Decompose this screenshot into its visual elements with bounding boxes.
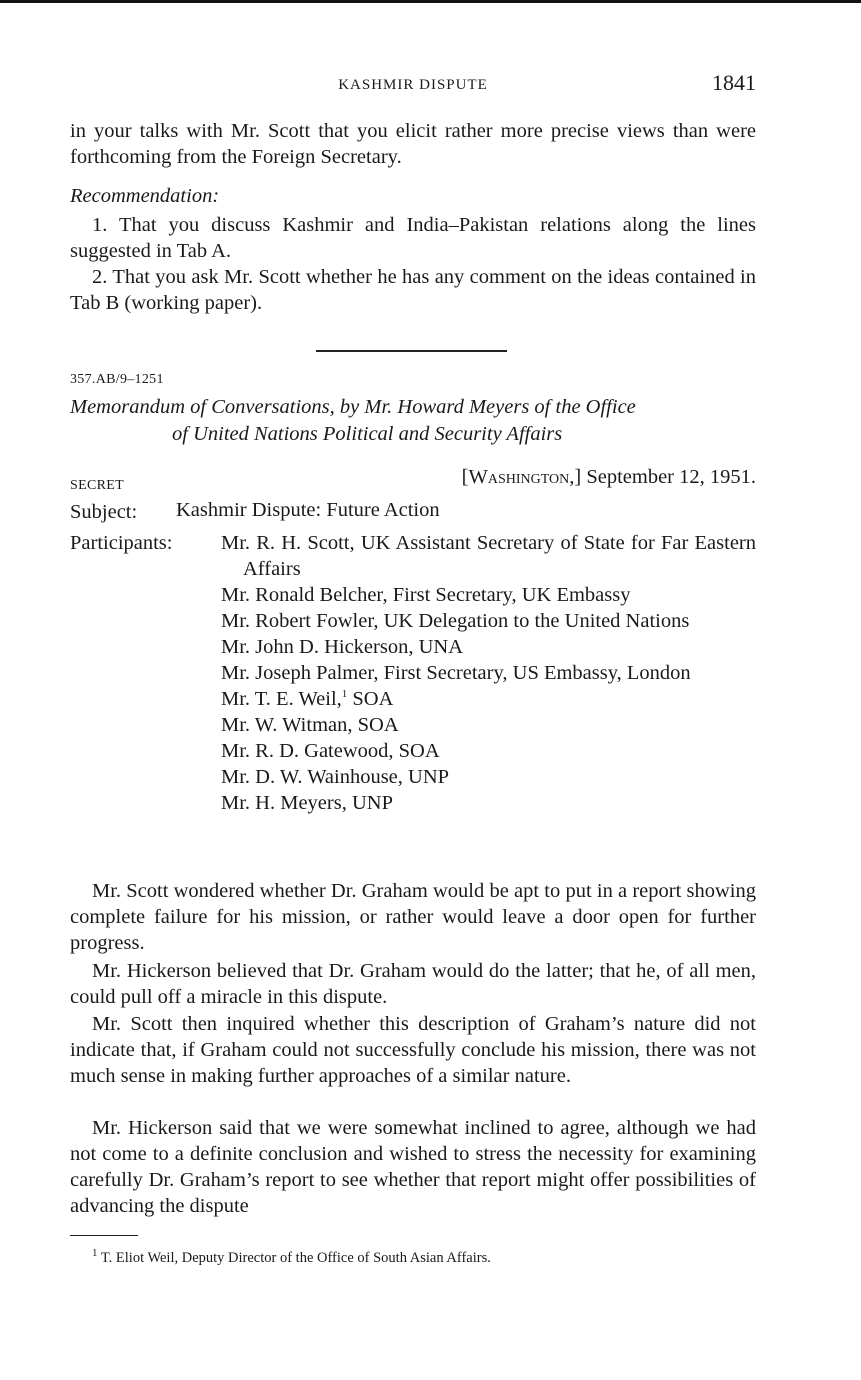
body-paragraph: Mr. Hickerson said that we were somewhat inclined to agree, although we had not come to a definite conclusion and wished to stress the necessity for examining carefully Dr. Graham’s report to see whether that report might offer possibilities of advancing the dispute (70, 1117, 756, 1217)
subject-value: Kashmir Dispute: Future Action (176, 499, 440, 521)
page-header (70, 70, 756, 102)
section-separator (316, 350, 507, 352)
participants-list (221, 530, 756, 816)
body-paragraph: Mr. Scott wondered whether Dr. Graham would be apt to put in a report showing complete failure for his mission, or rather would leave a door open for further progress. (70, 880, 756, 954)
footnote-mark: 1 (92, 1247, 98, 1260)
footnote (92, 1247, 491, 1267)
footnote-divider (70, 1235, 138, 1236)
participant: Mr. John D. Hickerson, UNA (221, 636, 463, 658)
subject-label: Subject: (70, 501, 138, 523)
footnote-text: T. Eliot Weil, Deputy Director of the Office of South Asian Affairs. (100, 1250, 491, 1266)
recommendation-label: Recommendation: (70, 185, 220, 207)
recommendation-item-1: 1. That you discuss Kashmir and India–Pakistan relations along the lines suggested in Tab A. (70, 214, 756, 262)
body-paragraph: Mr. Hickerson believed that Dr. Graham would do the latter; that he, of all men, could pull off a miracle in this dispute. (70, 960, 756, 1008)
participant-office: SOA (347, 688, 394, 710)
page-top-edge (0, 0, 861, 3)
place-date (462, 466, 756, 489)
participant: Mr. Joseph Palmer, First Secretary, US Embassy, London (221, 662, 691, 684)
footnote-reference[interactable]: 1 (341, 688, 348, 701)
participant: Mr. R. D. Gatewood, SOA (221, 740, 440, 762)
participants-label: Participants: (70, 532, 173, 554)
memo-title (70, 394, 756, 448)
classification: SECRET (70, 478, 124, 493)
running-head: KASHMIR DISPUTE (338, 77, 488, 93)
participant (221, 686, 756, 712)
participant: Mr. H. Meyers, UNP (221, 792, 393, 814)
recommendation-item-2: 2. That you ask Mr. Scott whether he has any comment on the ideas contained in Tab B (working paper). (70, 266, 756, 314)
memo-title-line-1: Memorandum of Conversations, by Mr. Howard Meyers of the Office (70, 396, 636, 418)
continuation-paragraph: in your talks with Mr. Scott that you elicit rather more precise views than were forthcoming from the Foreign Secretary. (70, 120, 756, 168)
date: September 12, 1951. (586, 466, 756, 488)
body-paragraph: Mr. Scott then inquired whether this description of Graham’s nature did not indicate that, if Graham could not successfully conclude his mission, there was not much sense in making further approaches of a similar nature. (70, 1013, 756, 1087)
place: [Washington,] (461, 466, 582, 488)
page-number: 1841 (712, 70, 756, 95)
participant: Mr. Ronald Belcher, First Secretary, UK Embassy (221, 584, 631, 606)
participant: Mr. D. W. Wainhouse, UNP (221, 766, 450, 788)
participant: Mr. Robert Fowler, UK Delegation to the United Nations (221, 610, 690, 632)
file-number: 357.AB/9–1251 (70, 372, 164, 387)
memo-title-line-2: of United Nations Political and Security Affairs (172, 423, 563, 445)
participant: Mr. R. H. Scott, UK Assistant Secretary of State for Far Eastern Affairs (221, 532, 756, 580)
participant: Mr. W. Witman, SOA (221, 714, 399, 736)
participant-name: Mr. T. E. Weil, (221, 688, 342, 710)
